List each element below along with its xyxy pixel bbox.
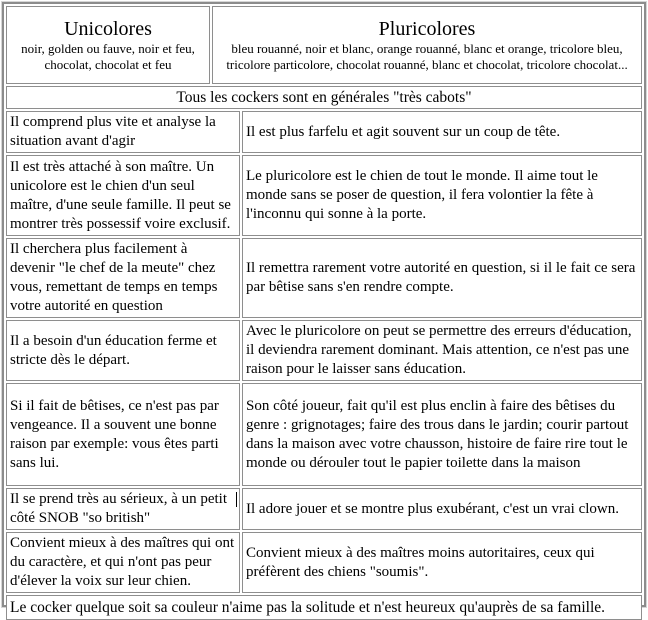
row6-unicolore-cell <box>6 488 240 530</box>
table-row <box>6 488 642 530</box>
row2-unicolore-cell: Il est très attaché à son maître. Un unicolore est le chien d'un seul maître, d'une seule famille. Il peut se montrer très possessif voire exclusif. <box>6 155 240 236</box>
banner-cell: Tous les cockers sont en générales "très cabots" <box>6 86 642 109</box>
row7-pluricolore-cell: Convient mieux à des maîtres moins autoritaires, ceux qui préfèrent des chiens "soumis". <box>242 532 642 593</box>
table-row <box>6 383 642 486</box>
pluricolores-title: Pluricolores <box>378 18 476 40</box>
row3-unicolore-cell: Il cherchera plus facilement à devenir "le chef de la meute" chez vous, remettant de temps en temps votre autorité en question <box>6 238 240 318</box>
table-row <box>6 155 642 236</box>
text-cursor <box>236 492 237 507</box>
row6-pluricolore-cell: Il adore jouer et se montre plus exubérant, c'est un vrai clown. <box>242 488 642 530</box>
pluricolores-varieties: bleu rouanné, noir et blanc, orange rouanné, blanc et orange, tricolore bleu, tricolore particolore, chocolat rouanné, blanc et chocolat, tricolore chocolat... <box>226 41 628 72</box>
row5-pluricolore-cell: Son côté joueur, fait qu'il est plus enclin à faire des bêtises du genre : grignotages; faire des trous dans le jardin; courir partout dans la maison avec votre chausson, histoire de faire rire tout le monde ou dérouler tout le papier toilette dans la maison <box>242 383 642 486</box>
banner-row <box>6 86 642 109</box>
table-outer-frame <box>1 1 647 616</box>
cocker-comparison-table <box>2 2 646 616</box>
row7-unicolore-cell: Convient mieux à des maîtres qui ont du caractère, et qui n'ont pas peur d'élever la voix sur leur chien. <box>6 532 240 593</box>
header-pluricolores-cell <box>212 6 642 84</box>
table-row <box>6 238 642 318</box>
row1-unicolore-cell: Il comprend plus vite et analyse la situation avant d'agir <box>6 111 240 153</box>
row1-pluricolore-cell: Il est plus farfelu et agit souvent sur un coup de tête. <box>242 111 642 153</box>
row4-pluricolore-cell: Avec le pluricolore on peut se permettre des erreurs d'éducation, il deviendra rarement dominant. Mais attention, ce n'est pas une raison pour le laisser sans éducation. <box>242 320 642 381</box>
footer-row <box>6 595 642 620</box>
row4-unicolore-cell: Il a besoin d'un éducation ferme et stricte dès le départ. <box>6 320 240 381</box>
header-row <box>6 6 642 84</box>
table-row <box>6 111 642 153</box>
row5-unicolore-cell: Si il fait de bêtises, ce n'est pas par vengeance. Il a souvent une bonne raison par exemple: vous êtes parti sans lui. <box>6 383 240 486</box>
unicolores-title: Unicolores <box>64 18 152 40</box>
header-unicolores-cell <box>6 6 210 84</box>
unicolores-varieties: noir, golden ou fauve, noir et feu, chocolat, chocolat et feu <box>21 41 195 72</box>
table-row <box>6 320 642 381</box>
row6-unicolore-text: Il se prend très au sérieux, à un petit côté SNOB "so british" <box>10 491 228 526</box>
footer-cell: Le cocker quelque soit sa couleur n'aime pas la solitude et n'est heureux qu'auprès de sa famille. <box>6 595 642 620</box>
table-row <box>6 532 642 593</box>
row3-pluricolore-cell: Il remettra rarement votre autorité en question, si il le fait ce sera par bêtise sans s'en rendre compte. <box>242 238 642 318</box>
row2-pluricolore-cell: Le pluricolore est le chien de tout le monde. Il aime tout le monde sans se poser de question, il fera volontier la fête à l'inconnu qui sonne à la porte. <box>242 155 642 236</box>
